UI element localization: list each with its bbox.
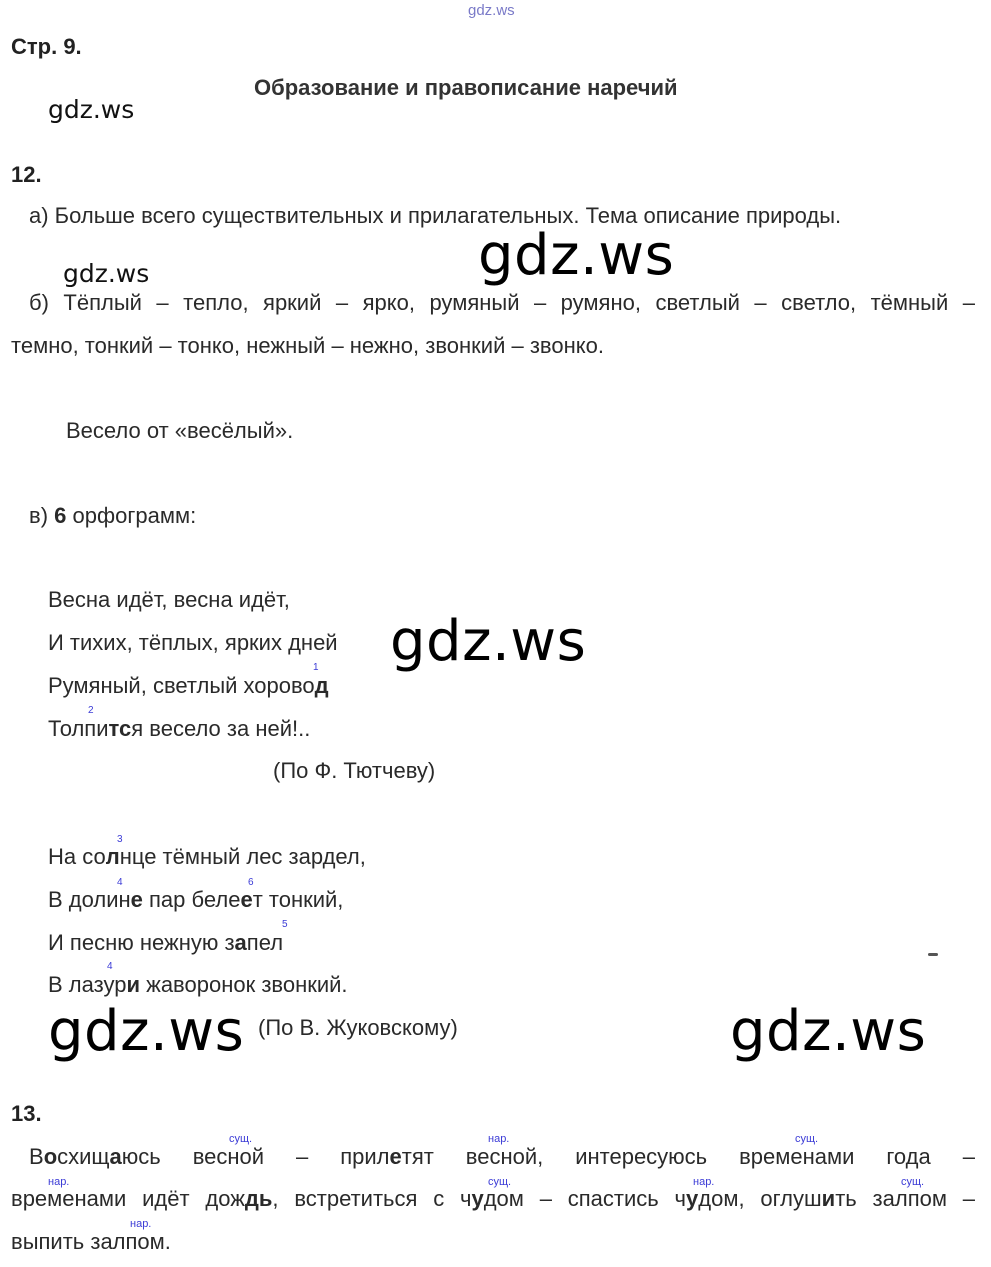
poem1-line2: И тихих, тёплых, ярких дней (48, 630, 338, 655)
poem2-line1 (48, 844, 366, 870)
label-adverb-4: нар. (130, 1218, 152, 1230)
poem2-line1-text-a: На со (48, 844, 106, 869)
poem2-author: (По В. Жуковскому) (258, 1015, 458, 1040)
poem1-line1: Весна идёт, весна идёт, (48, 587, 290, 612)
label-adverb-3: нар. (693, 1176, 715, 1188)
orthogram-marker-4a: 4 (117, 877, 123, 888)
exercise-13-line2 (11, 1186, 975, 1212)
ex13-l1-p5: юсь (121, 1144, 161, 1169)
orthogram-3: л (105, 844, 120, 869)
exercise-12-part-b-line2: темно, тонкий – тонко, нежный – нежно, звонкий – звонко. (11, 333, 604, 358)
ex13-l1-p10: тят (401, 1144, 434, 1169)
poem2-line2-text-a: В долин (48, 887, 131, 912)
label-adverb-1: нар. (488, 1133, 510, 1145)
ex13-l1-word5: интересуюсь (575, 1144, 708, 1169)
ex13-l1-word3 (340, 1144, 434, 1170)
ex13-l2-p9: ть залпом – (835, 1186, 976, 1211)
poem2-line3-text-b: пел (246, 930, 284, 955)
ex13-l2-p3: , встретиться с ч (272, 1186, 472, 1211)
top-watermark: gdz.ws (468, 2, 515, 19)
ex13-l1-p3: схищ (57, 1144, 110, 1169)
poem2-line2-text-c: т тонкий, (252, 887, 344, 912)
poem2-line3-text-a: И песню нежную з (48, 930, 235, 955)
orthogram-6: е (240, 887, 253, 912)
watermark-small-2: gdz.ws (63, 259, 150, 288)
ex13-l1-word4: весной, (465, 1144, 544, 1169)
orthogram-marker-4b: 4 (107, 961, 113, 972)
exercise-12-part-b-line1: б) Тёплый – тепло, яркий – ярко, румяный – румяно, светлый – светло, тёмный – (29, 290, 975, 315)
exercise-12-part-v (29, 503, 196, 529)
orthogram-marker-1: 1 (313, 662, 319, 673)
part-v-prefix: в) (29, 503, 49, 528)
poem1-line4-text-a: Толпи (48, 716, 109, 741)
exercise-12-part-a: а) Больше всего существительных и прилагательных. Тема описание природы. (29, 203, 842, 228)
page-title: Образование и правописание наречий (254, 75, 678, 100)
orthogram-marker-6: 6 (248, 877, 254, 888)
ex13-l2-p1: временами идёт дож (11, 1186, 245, 1211)
exercise-13-line1 (29, 1144, 975, 1170)
ex13-l1-p8: прил (340, 1144, 390, 1169)
poem2-line4-text-b: жаворонок звонкий. (139, 972, 348, 997)
orthogram-5: а (234, 930, 247, 955)
watermark-large-2: gdz.ws (390, 609, 587, 674)
ex13-l1-word2: весной (192, 1144, 265, 1169)
poem1-line3-text: Румяный, светлый хорово (48, 673, 315, 698)
exercise-12-note: Весело от «весёлый». (66, 418, 294, 443)
watermark-large-1: gdz.ws (478, 223, 675, 288)
exercise-13-line3: выпить залпом. (11, 1229, 171, 1254)
ex13-l1-dash1: – (296, 1144, 309, 1169)
part-v-count: 6 (54, 503, 67, 528)
watermark-large-3: gdz.ws (48, 999, 245, 1064)
ex13-l1-word6: временами (739, 1144, 855, 1169)
watermark-large-4: gdz.ws (730, 999, 927, 1064)
poem1-line4-text-b: я весело за ней!.. (131, 716, 311, 741)
ex13-l2-p6: у (686, 1186, 699, 1211)
page-reference: Стр. 9. (11, 34, 82, 59)
label-noun-4: сущ. (901, 1176, 925, 1188)
label-noun-1: сущ. (229, 1133, 253, 1145)
stray-mark (928, 953, 938, 956)
ex13-l1-p9: е (389, 1144, 402, 1169)
label-noun-3: сущ. (488, 1176, 512, 1188)
ex13-l1-dash2: – (962, 1144, 975, 1169)
label-noun-2: сущ. (795, 1133, 819, 1145)
ex13-l1-word7: года (886, 1144, 931, 1169)
exercise-13-number: 13. (11, 1101, 42, 1126)
orthogram-marker-2: 2 (88, 705, 94, 716)
orthogram-2: тс (108, 716, 132, 741)
ex13-l1-p1: В (29, 1144, 44, 1169)
ex13-l2-p4: у (471, 1186, 484, 1211)
ex13-l1-p4: а (109, 1144, 122, 1169)
watermark-small-1: gdz.ws (48, 95, 135, 124)
ex13-l2-p7: дом, оглуш (698, 1186, 822, 1211)
poem1-line3 (48, 673, 329, 699)
orthogram-1: д (314, 673, 329, 698)
poem2-line1-text-b: нце тёмный лес зардел, (119, 844, 366, 869)
ex13-l1-word1 (29, 1144, 161, 1170)
orthogram-4b: и (126, 972, 140, 997)
poem2-line4 (48, 972, 348, 998)
poem2-line2 (48, 887, 343, 913)
poem2-line3 (48, 930, 283, 956)
part-v-suffix: орфограмм: (72, 503, 197, 528)
orthogram-4a: е (130, 887, 143, 912)
label-adverb-2: нар. (48, 1176, 70, 1188)
poem2-line4-text-a: В лазур (48, 972, 127, 997)
poem1-line4 (48, 716, 310, 742)
ex13-l2-p5: дом – спастись ч (483, 1186, 687, 1211)
poem2-line2-text-b: пар беле (142, 887, 241, 912)
exercise-12-number: 12. (11, 162, 42, 187)
orthogram-marker-5: 5 (282, 919, 288, 930)
poem1-author: (По Ф. Тютчеву) (273, 758, 436, 783)
ex13-l2-p8: и (821, 1186, 836, 1211)
ex13-l1-p2: о (43, 1144, 58, 1169)
orthogram-marker-3: 3 (117, 834, 123, 845)
ex13-l2-p2: дь (244, 1186, 273, 1211)
